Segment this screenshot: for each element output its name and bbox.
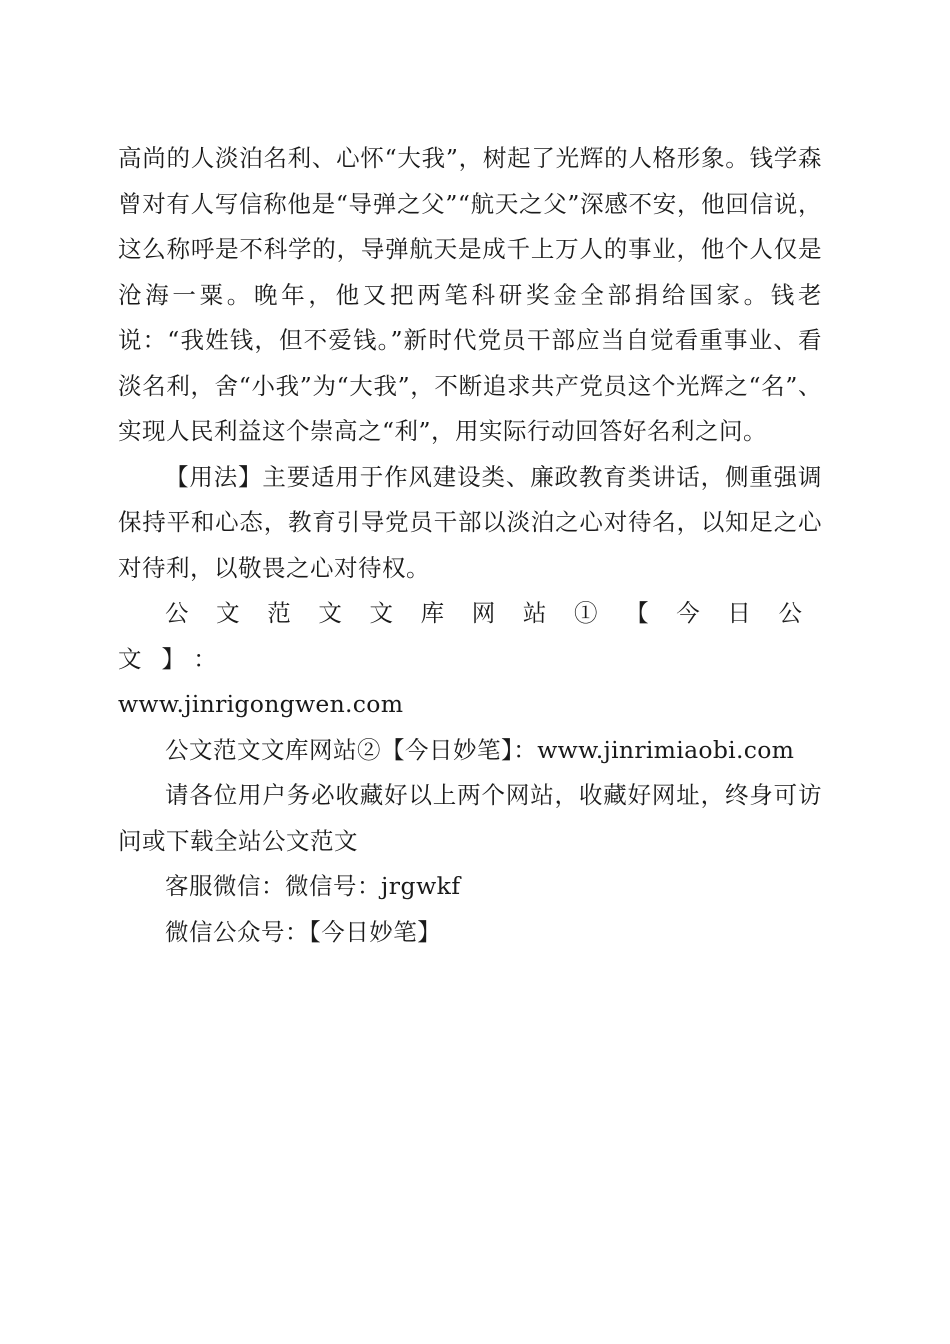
usage-paragraph: 【用法】主要适用于作风建设类、廉政教育类讲话，侧重强调保持平和心态，教育引导党员干部以淡泊之心对待名，以知足之心对待利，以敬畏之心对待权。 — [118, 462, 822, 582]
site2-label: 公文范文文库网站②【今日妙笔】： — [165, 735, 538, 764]
bookmark-notice: 请各位用户务必收藏好以上两个网站，收藏好网址，终身可访问或下载全站公文范文 — [118, 781, 822, 855]
site2-url[interactable]: www.jinrimiaobi.com — [537, 735, 795, 764]
site1-line — [118, 591, 822, 728]
site1-label: 公文范文文库网站①【今日公文】： — [118, 599, 822, 673]
official-account-line: 微信公众号：【今日妙笔】 — [165, 917, 442, 946]
document-page — [118, 136, 822, 955]
site2-line — [118, 728, 822, 774]
site1-url[interactable]: www.jinrigongwen.com — [118, 690, 404, 718]
service-wechat-line: 客服微信：微信号：jrgwkf — [165, 872, 461, 900]
body-paragraph-qian-xuesen: 高尚的人淡泊名利、心怀“大我”，树起了光辉的人格形象。钱学森曾对有人写信称他是“导弹之父”“航天之父”深感不安，他回信说，这么称呼是不科学的，导弹航天是成千上万人的事业，他个人仅是沧海一粟。晚年，他又把两笔科研奖金全部捐给国家。钱老说：“我姓钱，但不爱钱。”新时代党员干部应当自觉看重事业、看淡名利，舍“小我”为“大我”，不断追求共产党员这个光辉之“名”、实现人民利益这个崇高之“利”，用实际行动回答好名利之问。 — [118, 144, 822, 445]
